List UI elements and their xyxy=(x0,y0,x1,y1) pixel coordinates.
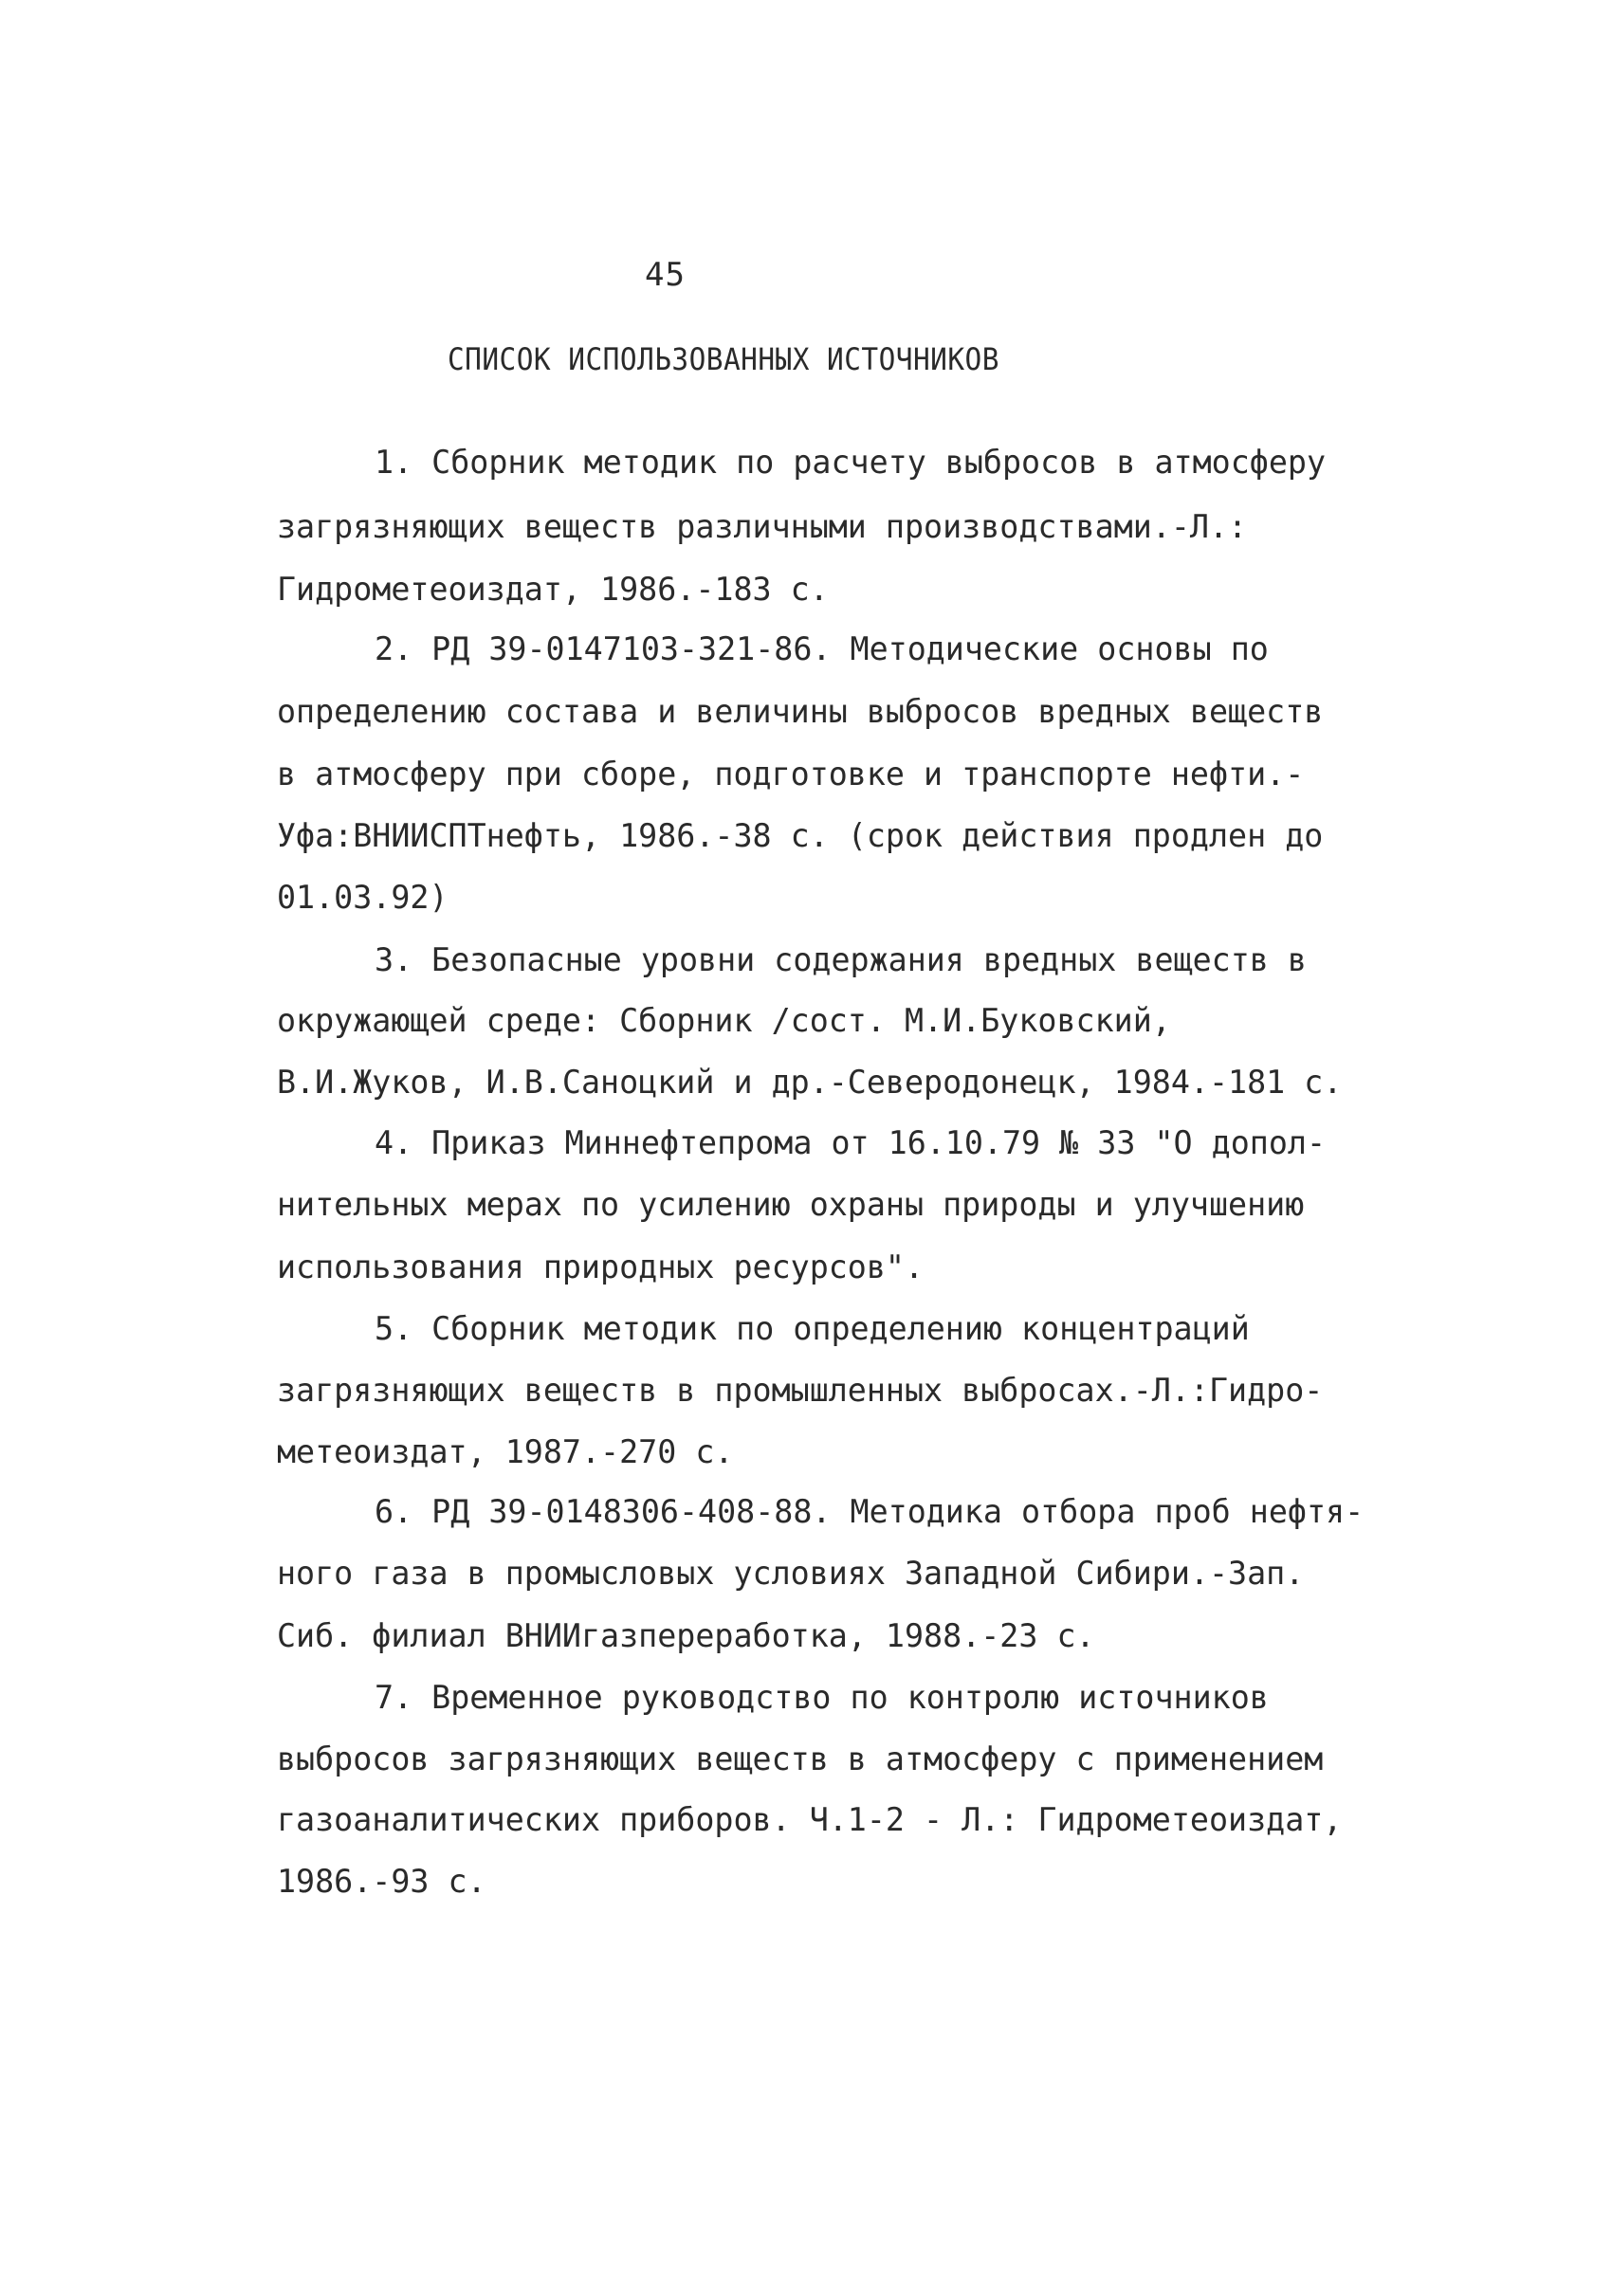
reference-1-line-3: Гидрометеоиздат, 1986.-183 с. xyxy=(277,571,829,609)
reference-7-line-4: 1986.-93 с. xyxy=(277,1863,486,1901)
reference-7-line-1: 7. Временное руководство по контролю источников xyxy=(375,1679,1269,1717)
reference-2-line-5: 01.03.92) xyxy=(277,879,449,917)
reference-1-line-1: 1. Сборник методик по расчету выбросов в атмосферу xyxy=(375,444,1327,482)
reference-3-line-1: 3. Безопасные уровни содержания вредных веществ в xyxy=(375,941,1307,979)
reference-7-line-3: газоаналитических приборов. Ч.1-2 - Л.: Гидрометеоиздат, xyxy=(277,1801,1343,1839)
reference-6-line-2: ного газа в промысловых условиях Западной Сибири.-Зап. xyxy=(277,1555,1305,1593)
reference-5-line-1: 5. Сборник методик по определению концентраций xyxy=(375,1310,1250,1348)
reference-6-line-3: Сиб. филиал ВНИИгазпереработка, 1988.-23 с. xyxy=(277,1617,1095,1655)
reference-2-line-2: определению состава и величины выбросов вредных веществ xyxy=(277,693,1324,731)
reference-2-line-3: в атмосферу при сборе, подготовке и транспорте нефти.- xyxy=(277,756,1305,793)
page-number: 45 xyxy=(645,256,686,294)
reference-2-line-1: 2. РД 39-0147103-321-86. Методические основы по xyxy=(375,630,1269,668)
reference-5-line-3: метеоиздат, 1987.-270 с. xyxy=(277,1433,734,1471)
reference-4-line-3: использования природных ресурсов". xyxy=(277,1248,925,1286)
reference-3-line-3: В.И.Жуков, И.В.Саноцкий и др.-Северодонецк, 1984.-181 с. xyxy=(277,1064,1343,1102)
reference-4-line-1: 4. Приказ Миннефтепрома от 16.10.79 № 33 "О допол- xyxy=(375,1124,1327,1162)
reference-7-line-2: выбросов загрязняющих веществ в атмосферу с применением xyxy=(277,1740,1324,1778)
reference-4-line-2: нительных мерах по усилению охраны природы и улучшению xyxy=(277,1186,1305,1224)
reference-3-line-2: окружающей среде: Сборник /сост. М.И.Буковский, xyxy=(277,1002,1171,1040)
page-title: СПИСОК ИСПОЛЬЗОВАННЫХ ИСТОЧНИКОВ xyxy=(448,341,999,377)
reference-1-line-2: загрязняющих веществ различными производствами.-Л.: xyxy=(277,508,1248,546)
reference-6-line-1: 6. РД 39-0148306-408-88. Методика отбора проб нефтя- xyxy=(375,1493,1365,1531)
reference-5-line-2: загрязняющих веществ в промышленных выбросах.-Л.:Гидро- xyxy=(277,1372,1324,1410)
reference-2-line-4: Уфа:ВНИИСПТнефть, 1986.-38 с. (срок действия продлен до xyxy=(277,817,1324,855)
